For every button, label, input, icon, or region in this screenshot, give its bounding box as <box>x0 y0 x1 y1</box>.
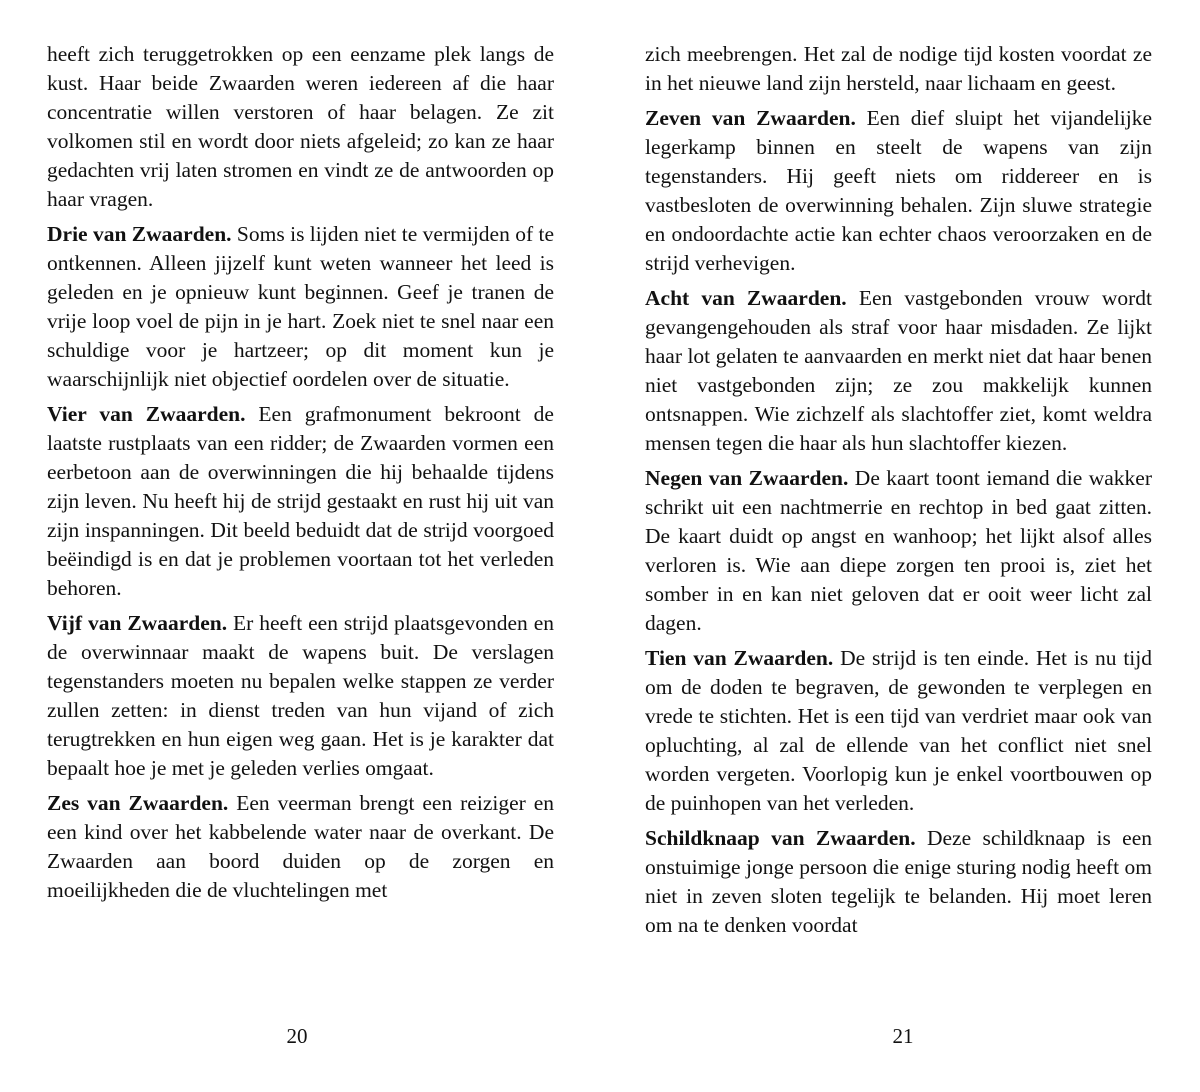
entry-heading: Tien van Zwaarden. <box>645 646 834 670</box>
right-page-text <box>645 40 1152 940</box>
entry-text: Een dief sluipt het vijandelijke legerkamp binnen en steelt de wapens van zijn tegenstanders. Hij geeft niets om riddereer en is vastbesloten de overwinning behalen. Zijn sluwe strategie en ondoordachte actie kan echter chaos veroorzaken en de strijd verhevigen. <box>645 106 1152 275</box>
entry-heading: Negen van Zwaarden. <box>645 466 849 490</box>
right-page <box>645 40 1152 946</box>
entry-text: Er heeft een strijd plaatsgevonden en de overwinnaar maakt de wapens buit. De verslagen tegenstanders moeten nu bepalen welke stappen ze verder zullen zetten: in dienst treden van hun vijand of zich terugtrekken en hun eigen weg gaan. Het is je karakter dat bepaalt hoe je met je geleden verlies omgaat. <box>47 611 554 780</box>
entry-paragraph <box>645 824 1152 940</box>
entry-heading: Schildknaap van Zwaarden. <box>645 826 916 850</box>
entry-paragraph <box>645 644 1152 818</box>
left-page-text <box>47 40 554 905</box>
entry-paragraph <box>645 104 1152 278</box>
entry-paragraph <box>47 400 554 603</box>
entry-text: Soms is lijden niet te vermijden of te ontkennen. Alleen jijzelf kunt weten wanneer het leed is geleden en je opnieuw kunt beginnen. Geef je tranen de vrije loop voel de pijn in je hart. Zoek niet te snel naar een schuldige voor je hartzeer; op dit moment kun je waarschijnlijk niet objectief oordelen over de situatie. <box>47 222 554 391</box>
entry-heading: Vier van Zwaarden. <box>47 402 246 426</box>
continuation-paragraph: zich meebrengen. Het zal de nodige tijd kosten voordat ze in het nieuwe land zijn hersteld, naar lichaam en geest. <box>645 42 1152 95</box>
entry-text: De strijd is ten einde. Het is nu tijd om de doden te begraven, de gewonden te verplegen en vrede te stichten. Het is een tijd van verdriet maar ook van opluchting, al zal de ellende van het conflict niet snel worden vergeten. Voorlopig kun je enkel voortbouwen op de puinhopen van het verleden. <box>645 646 1152 815</box>
entry-text: De kaart toont iemand die wakker schrikt uit een nachtmerrie en rechtop in bed gaat zitten. De kaart duidt op angst en wanhoop; het lijkt alsof alles verloren is. Wie aan diepe zorgen ten prooi is, ziet het somber in en kan niet geloven dat er ooit weer licht zal dagen. <box>645 466 1152 635</box>
entry-paragraph <box>47 609 554 783</box>
page-number-right: 21 <box>892 1024 914 1048</box>
entry-text: Deze schildknaap is een onstuimige jonge persoon die enige sturing nodig heeft om niet in zeven sloten tegelijk te belanden. Hij moet leren om na te denken voordat <box>645 826 1153 937</box>
left-page <box>47 40 554 911</box>
entry-paragraph <box>645 284 1152 458</box>
entry-heading: Drie van Zwaarden. <box>47 222 232 246</box>
entry-heading: Zes van Zwaarden. <box>47 791 229 815</box>
entry-paragraph <box>47 220 554 394</box>
entry-heading: Zeven van Zwaarden. <box>645 106 856 130</box>
entry-text: Een veerman brengt een reiziger en een kind over het kabbelende water naar de overkant. De Zwaarden aan boord duiden op de zorgen en moeilijkheden die de vluchtelingen met <box>47 791 555 902</box>
page-number-left: 20 <box>286 1024 308 1048</box>
entry-paragraph <box>645 464 1152 638</box>
continuation-paragraph: heeft zich teruggetrokken op een eenzame plek langs de kust. Haar beide Zwaarden weren iedereen af die haar concentratie willen verstoren of haar belagen. Ze zit volkomen stil en wordt door niets afgeleid; zo kan ze haar gedachten vrij laten stromen en vindt ze de antwoorden op haar vragen. <box>47 42 554 211</box>
entry-heading: Acht van Zwaarden. <box>645 286 847 310</box>
entry-text: Een vastgebonden vrouw wordt gevangengehouden als straf voor haar misdaden. Ze lijkt haar lot gelaten te aanvaarden en merkt niet dat haar benen niet vastgebonden zijn; ze zou makkelijk kunnen ontsnappen. Wie zichzelf als slachtoffer ziet, komt weldra mensen tegen die haar als hun slachtoffer kiezen. <box>645 286 1153 455</box>
entry-heading: Vijf van Zwaarden. <box>47 611 228 635</box>
entry-text: Een grafmonument bekroont de laatste rustplaats van een ridder; de Zwaarden vormen een eerbetoon aan de overwinningen die hij behaalde tijdens zijn leven. Nu heeft hij de strijd gestaakt en rust hij uit van zijn inspanningen. Dit beeld beduidt dat de strijd voorgoed beëindigd is en dat je problemen voortaan tot het verleden behoren. <box>47 402 554 600</box>
entry-paragraph <box>47 789 554 905</box>
